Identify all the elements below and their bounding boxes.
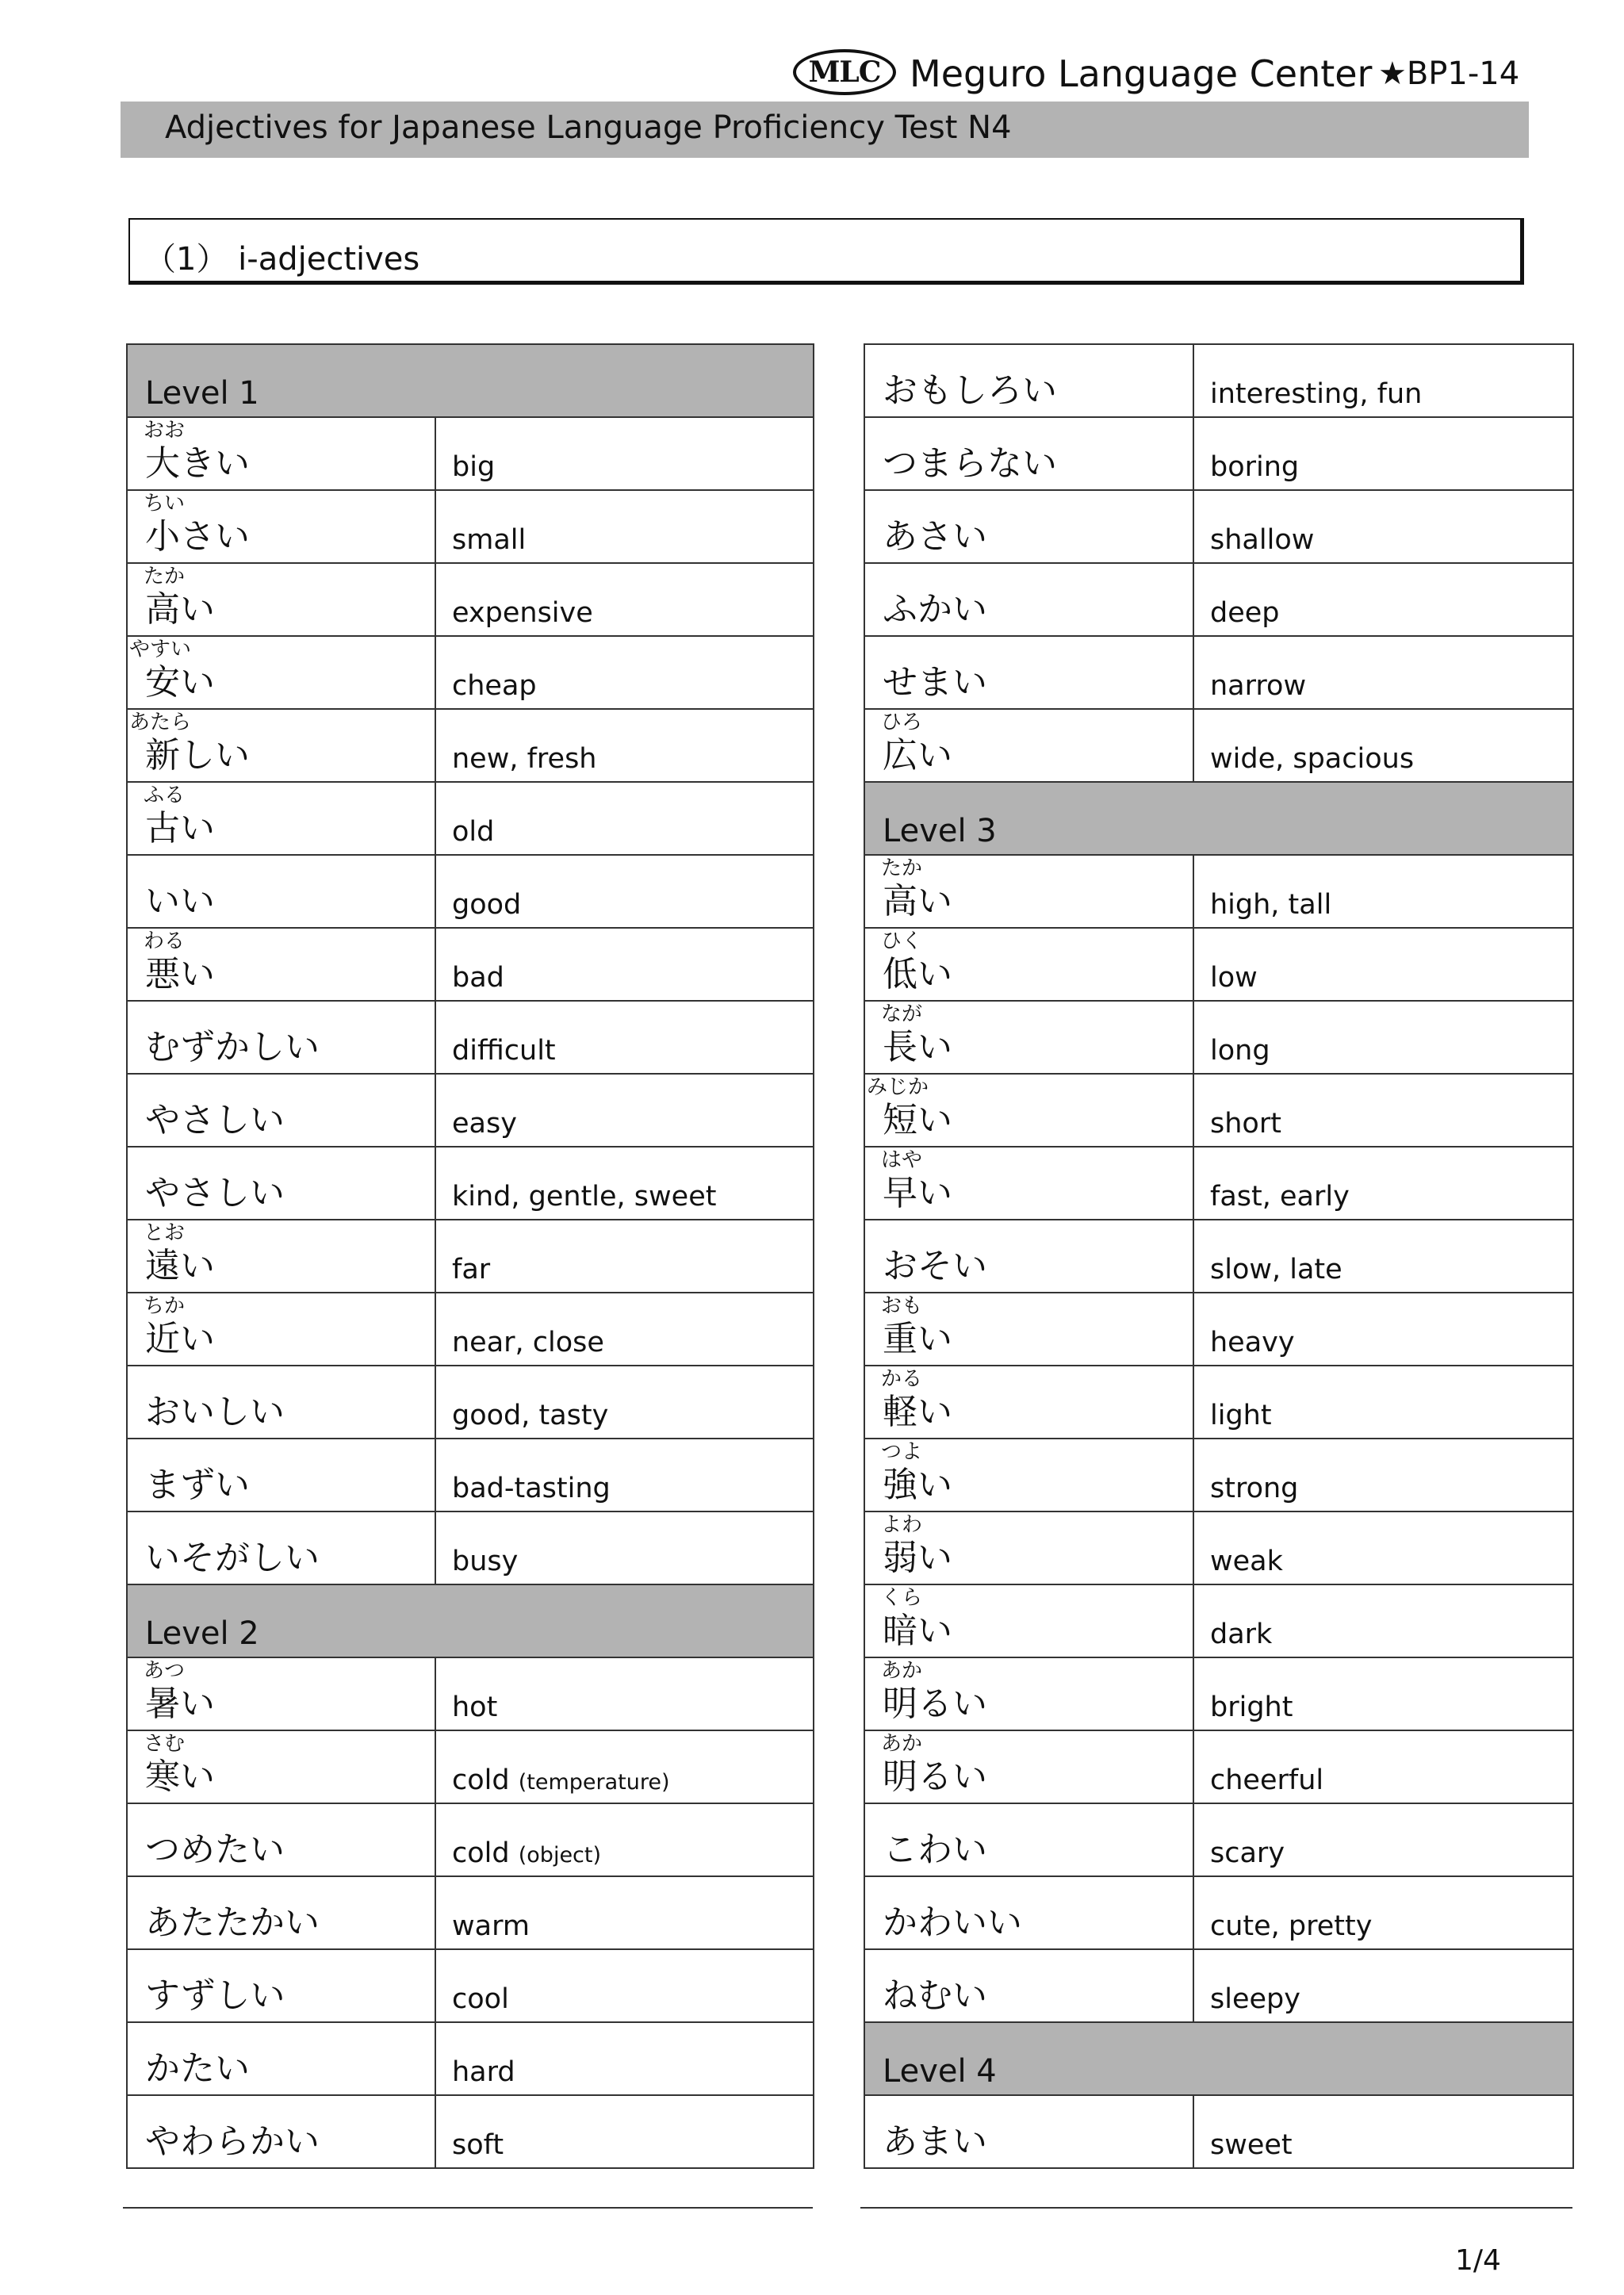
japanese-word: いそがしい (145, 1538, 320, 1578)
japanese-cell (864, 1584, 1193, 1657)
japanese-cell (127, 1949, 435, 2022)
japanese-cell (864, 636, 1193, 709)
vocab-row (127, 1949, 814, 2022)
english-meaning: cheerful (1210, 1764, 1324, 1796)
level-header-row (864, 2022, 1573, 2095)
english-meaning: light (1210, 1400, 1272, 1431)
vocab-row (864, 1876, 1573, 1949)
furigana: とお (144, 1221, 186, 1245)
english-meaning: good (452, 889, 522, 921)
japanese-word: いい (145, 881, 215, 921)
vocab-row (127, 709, 814, 782)
japanese-word: せまい (883, 662, 987, 703)
english-meaning: slow, late (1210, 1254, 1342, 1285)
english-meaning: hard (452, 2056, 515, 2088)
vocab-row (864, 417, 1573, 490)
japanese-word: 短い (883, 1100, 952, 1140)
japanese-cell (864, 1439, 1193, 1511)
furigana: なが (881, 1002, 923, 1026)
japanese-cell (864, 1293, 1193, 1366)
english-meaning: busy (452, 1546, 519, 1577)
japanese-cell (127, 490, 435, 563)
english-cell (1193, 1584, 1573, 1657)
english-meaning: sleepy (1210, 1983, 1300, 2015)
furigana: たか (144, 565, 186, 588)
japanese-word: 重い (883, 1319, 952, 1359)
english-meaning: warm (452, 1910, 530, 1942)
vocab-row (127, 2022, 814, 2095)
english-meaning: shallow (1210, 524, 1315, 556)
vocab-row (864, 636, 1573, 709)
english-meaning: bad (452, 962, 504, 994)
furigana: ちい (144, 492, 186, 515)
japanese-cell (127, 636, 435, 709)
english-meaning: cheap (452, 670, 537, 702)
furigana: はや (881, 1148, 923, 1172)
japanese-word: つめたい (145, 1829, 285, 1870)
japanese-word: かたい (145, 2048, 250, 2089)
english-meaning: cool (452, 1983, 509, 2015)
vocab-row (127, 1366, 814, 1439)
japanese-cell (864, 417, 1193, 490)
japanese-cell (127, 1147, 435, 1220)
vocab-row (127, 782, 814, 855)
english-cell (1193, 1220, 1573, 1293)
english-meaning: dark (1210, 1619, 1273, 1650)
furigana: おお (144, 419, 186, 443)
english-meaning: hot (452, 1692, 498, 1723)
vocab-row (127, 1803, 814, 1876)
japanese-word: 強い (883, 1465, 952, 1505)
vocab-row (127, 417, 814, 490)
english-meaning: far (452, 1254, 491, 1285)
english-cell (435, 1220, 814, 1293)
furigana: ちか (144, 1294, 186, 1318)
japanese-word: やわらかい (145, 2121, 320, 2162)
furigana: つよ (881, 1440, 923, 1464)
vocab-row (127, 928, 814, 1001)
english-cell (1193, 1949, 1573, 2022)
english-cell (1193, 563, 1573, 636)
english-cell (435, 490, 814, 563)
english-meaning: good, tasty (452, 1400, 609, 1431)
furigana: わる (144, 929, 186, 953)
japanese-cell (127, 563, 435, 636)
english-meaning: cute, pretty (1210, 1910, 1373, 1942)
japanese-cell (127, 782, 435, 855)
org-name: Meguro Language Center (910, 52, 1373, 95)
japanese-cell (127, 1730, 435, 1803)
level-header-row (127, 1584, 814, 1657)
english-meaning: big (452, 451, 496, 483)
vocab-row (864, 1293, 1573, 1366)
japanese-cell (864, 709, 1193, 782)
furigana: ふる (144, 784, 186, 807)
english-cell (1193, 1001, 1573, 1074)
japanese-cell (127, 1366, 435, 1439)
japanese-cell (864, 1730, 1193, 1803)
english-cell (1193, 1730, 1573, 1803)
japanese-word: かわいい (883, 1902, 1022, 1943)
vocab-row (127, 2095, 814, 2168)
vocab-row (864, 1730, 1573, 1803)
vocab-row (864, 1949, 1573, 2022)
vocab-row (127, 1074, 814, 1147)
japanese-word: 高い (145, 589, 215, 630)
furigana: たか (881, 856, 923, 880)
vocab-row (864, 1001, 1573, 1074)
japanese-cell (864, 1220, 1193, 1293)
vocab-row (864, 1584, 1573, 1657)
japanese-word: 暑い (145, 1684, 215, 1724)
title-bar (121, 102, 1529, 158)
vocab-row (864, 344, 1573, 417)
bottom-rule-left (123, 2207, 813, 2209)
vocab-row (864, 490, 1573, 563)
doc-code: ★BP1-14 (1378, 56, 1520, 92)
section-heading: （1） i-adjectives (144, 241, 420, 278)
english-cell (435, 636, 814, 709)
english-cell (1193, 855, 1573, 928)
japanese-word: 長い (883, 1027, 952, 1067)
logo (793, 49, 896, 95)
vocab-row (127, 1147, 814, 1220)
english-meaning: difficult (452, 1035, 556, 1067)
japanese-word: 広い (883, 735, 952, 776)
english-meaning: high, tall (1210, 889, 1332, 921)
japanese-cell (127, 1803, 435, 1876)
japanese-cell (864, 1147, 1193, 1220)
english-meaning: strong (1210, 1473, 1299, 1504)
japanese-word: 軽い (883, 1392, 952, 1432)
level-header-row (864, 782, 1573, 855)
vocab-row (864, 1366, 1573, 1439)
japanese-word: まずい (145, 1465, 250, 1505)
furigana: ひく (881, 929, 923, 953)
english-meaning: bad-tasting (452, 1473, 611, 1504)
furigana: あか (881, 1659, 923, 1683)
english-meaning: interesting, fun (1210, 378, 1423, 410)
vocab-row (864, 1803, 1573, 1876)
english-meaning: long (1210, 1035, 1270, 1067)
english-cell (435, 563, 814, 636)
bottom-rule-right (860, 2207, 1572, 2209)
japanese-word: 明るい (883, 1684, 987, 1724)
japanese-word: おいしい (145, 1392, 285, 1432)
english-meaning: sweet (1210, 2129, 1293, 2161)
japanese-cell (127, 1001, 435, 1074)
english-cell (1193, 928, 1573, 1001)
furigana: かる (881, 1367, 923, 1391)
japanese-cell (864, 928, 1193, 1001)
japanese-cell (864, 1074, 1193, 1147)
english-cell (435, 1730, 814, 1803)
english-meaning: scary (1210, 1837, 1285, 1869)
japanese-word: 悪い (145, 954, 215, 994)
furigana: みじか (867, 1075, 929, 1099)
english-meaning: boring (1210, 451, 1300, 483)
furigana: くら (881, 1586, 923, 1610)
english-cell (435, 1511, 814, 1584)
japanese-cell (127, 1439, 435, 1511)
english-cell (1193, 709, 1573, 782)
vocab-row (864, 1657, 1573, 1730)
japanese-cell (864, 1511, 1193, 1584)
vocab-row (127, 1511, 814, 1584)
logo-text: MLC (808, 56, 881, 89)
meaning-note: (object) (518, 1843, 602, 1868)
vocab-row (864, 1439, 1573, 1511)
level-label: Level 2 (127, 1584, 814, 1657)
english-cell (1193, 490, 1573, 563)
furigana: さむ (144, 1732, 186, 1756)
furigana: よわ (881, 1513, 923, 1537)
japanese-word: 新しい (145, 735, 250, 776)
japanese-cell (127, 1074, 435, 1147)
english-cell (1193, 1074, 1573, 1147)
english-cell (435, 1949, 814, 2022)
english-meaning: weak (1210, 1546, 1283, 1577)
english-cell (435, 1439, 814, 1511)
english-meaning: soft (452, 2129, 504, 2161)
english-meaning: cold (452, 1764, 510, 1796)
english-meaning: near, close (452, 1327, 604, 1358)
english-meaning: short (1210, 1108, 1281, 1140)
english-meaning: old (452, 816, 495, 848)
japanese-word: おもしろい (883, 370, 1057, 411)
japanese-cell (127, 928, 435, 1001)
vocab-row (864, 1220, 1573, 1293)
japanese-cell (864, 563, 1193, 636)
japanese-word: 低い (883, 954, 952, 994)
japanese-word: ねむい (883, 1975, 987, 2016)
japanese-cell (127, 709, 435, 782)
furigana: あたら (129, 711, 192, 734)
english-cell (435, 1293, 814, 1366)
page-number: 1/4 (1455, 2244, 1501, 2277)
english-cell (1193, 1803, 1573, 1876)
vocab-row (127, 563, 814, 636)
japanese-word: やさしい (145, 1100, 285, 1140)
english-cell (1193, 1876, 1573, 1949)
english-cell (1193, 417, 1573, 490)
japanese-cell (127, 417, 435, 490)
vocab-row (127, 1293, 814, 1366)
japanese-cell (864, 1876, 1193, 1949)
japanese-word: 寒い (145, 1757, 215, 1797)
japanese-word: あまい (883, 2121, 987, 2162)
english-cell (1193, 344, 1573, 417)
english-cell (435, 2022, 814, 2095)
vocab-row (864, 709, 1573, 782)
furigana: ひろ (881, 711, 923, 734)
vocab-row (127, 1220, 814, 1293)
japanese-word: 小さい (145, 516, 250, 557)
japanese-cell (864, 344, 1193, 417)
english-cell (1193, 636, 1573, 709)
japanese-word: 大きい (145, 443, 250, 484)
japanese-cell (864, 1657, 1193, 1730)
meaning-note: (temperature) (518, 1770, 670, 1795)
level-label: Level 4 (864, 2022, 1573, 2095)
japanese-cell (127, 855, 435, 928)
japanese-word: ふかい (883, 589, 987, 630)
japanese-cell (127, 1876, 435, 1949)
japanese-word: あさい (883, 516, 987, 557)
japanese-cell (127, 1511, 435, 1584)
japanese-cell (864, 855, 1193, 928)
english-cell (435, 855, 814, 928)
vocab-row (864, 563, 1573, 636)
japanese-cell (864, 1001, 1193, 1074)
japanese-word: 高い (883, 881, 952, 921)
english-meaning: cold (452, 1837, 510, 1869)
english-meaning: narrow (1210, 670, 1307, 702)
english-meaning: expensive (452, 597, 593, 629)
english-meaning: kind, gentle, sweet (452, 1181, 717, 1213)
japanese-word: すずしい (145, 1975, 285, 2016)
english-meaning: heavy (1210, 1327, 1295, 1358)
english-meaning: small (452, 524, 527, 556)
english-cell (435, 928, 814, 1001)
english-cell (435, 1147, 814, 1220)
japanese-cell (127, 2022, 435, 2095)
japanese-word: こわい (883, 1829, 987, 1870)
japanese-cell (864, 1803, 1193, 1876)
english-cell (435, 709, 814, 782)
japanese-word: あたたかい (145, 1902, 320, 1943)
japanese-cell (127, 1657, 435, 1730)
level-header-row (127, 344, 814, 417)
vocab-row (864, 2095, 1573, 2168)
english-meaning: deep (1210, 597, 1280, 629)
japanese-word: 安い (145, 662, 215, 703)
english-cell (435, 1001, 814, 1074)
page-title: Adjectives for Japanese Language Proficiency Test N4 (165, 109, 1012, 146)
english-cell (435, 1876, 814, 1949)
vocab-row (864, 1511, 1573, 1584)
vocab-row (127, 1876, 814, 1949)
english-cell (435, 1074, 814, 1147)
vocab-row (127, 490, 814, 563)
japanese-word: 近い (145, 1319, 215, 1359)
english-meaning: bright (1210, 1692, 1293, 1723)
japanese-word: 明るい (883, 1757, 987, 1797)
english-cell (1193, 2095, 1573, 2168)
japanese-cell (127, 2095, 435, 2168)
japanese-word: むずかしい (145, 1027, 320, 1067)
vocab-row (864, 928, 1573, 1001)
english-cell (1193, 1439, 1573, 1511)
vocab-row (864, 855, 1573, 928)
vocab-row (127, 1730, 814, 1803)
japanese-cell (864, 2095, 1193, 2168)
japanese-cell (127, 1293, 435, 1366)
furigana: あか (881, 1732, 923, 1756)
japanese-word: 古い (145, 808, 215, 849)
english-cell (435, 1803, 814, 1876)
english-cell (1193, 1511, 1573, 1584)
vocab-table-left (126, 343, 814, 2169)
english-cell (1193, 1293, 1573, 1366)
vocab-table-right (864, 343, 1574, 2169)
japanese-cell (127, 1220, 435, 1293)
japanese-word: 弱い (883, 1538, 952, 1578)
english-meaning: low (1210, 962, 1258, 994)
vocab-row (127, 1439, 814, 1511)
english-cell (1193, 1366, 1573, 1439)
vocab-row (127, 1657, 814, 1730)
japanese-cell (864, 1366, 1193, 1439)
english-cell (1193, 1657, 1573, 1730)
level-label: Level 3 (864, 782, 1573, 855)
vocab-row (864, 1147, 1573, 1220)
section-heading-box (128, 218, 1524, 285)
level-label: Level 1 (127, 344, 814, 417)
english-cell (435, 1366, 814, 1439)
english-cell (435, 417, 814, 490)
japanese-word: 早い (883, 1173, 952, 1213)
japanese-word: やさしい (145, 1173, 285, 1213)
vocab-row (127, 855, 814, 928)
japanese-word: 遠い (145, 1246, 215, 1286)
english-cell (435, 1657, 814, 1730)
japanese-cell (864, 1949, 1193, 2022)
english-cell (435, 2095, 814, 2168)
english-meaning: new, fresh (452, 743, 597, 775)
english-cell (435, 782, 814, 855)
english-meaning: wide, spacious (1210, 743, 1415, 775)
furigana: やすい (129, 638, 192, 661)
english-meaning: fast, early (1210, 1181, 1350, 1213)
vocab-row (127, 636, 814, 709)
english-meaning: easy (452, 1108, 517, 1140)
furigana: あつ (144, 1659, 186, 1683)
japanese-word: おそい (883, 1246, 987, 1286)
furigana: おも (881, 1294, 923, 1318)
japanese-cell (864, 490, 1193, 563)
vocab-row (864, 1074, 1573, 1147)
japanese-word: 暗い (883, 1611, 952, 1651)
english-cell (1193, 1147, 1573, 1220)
vocab-row (127, 1001, 814, 1074)
japanese-word: つまらない (883, 443, 1057, 484)
